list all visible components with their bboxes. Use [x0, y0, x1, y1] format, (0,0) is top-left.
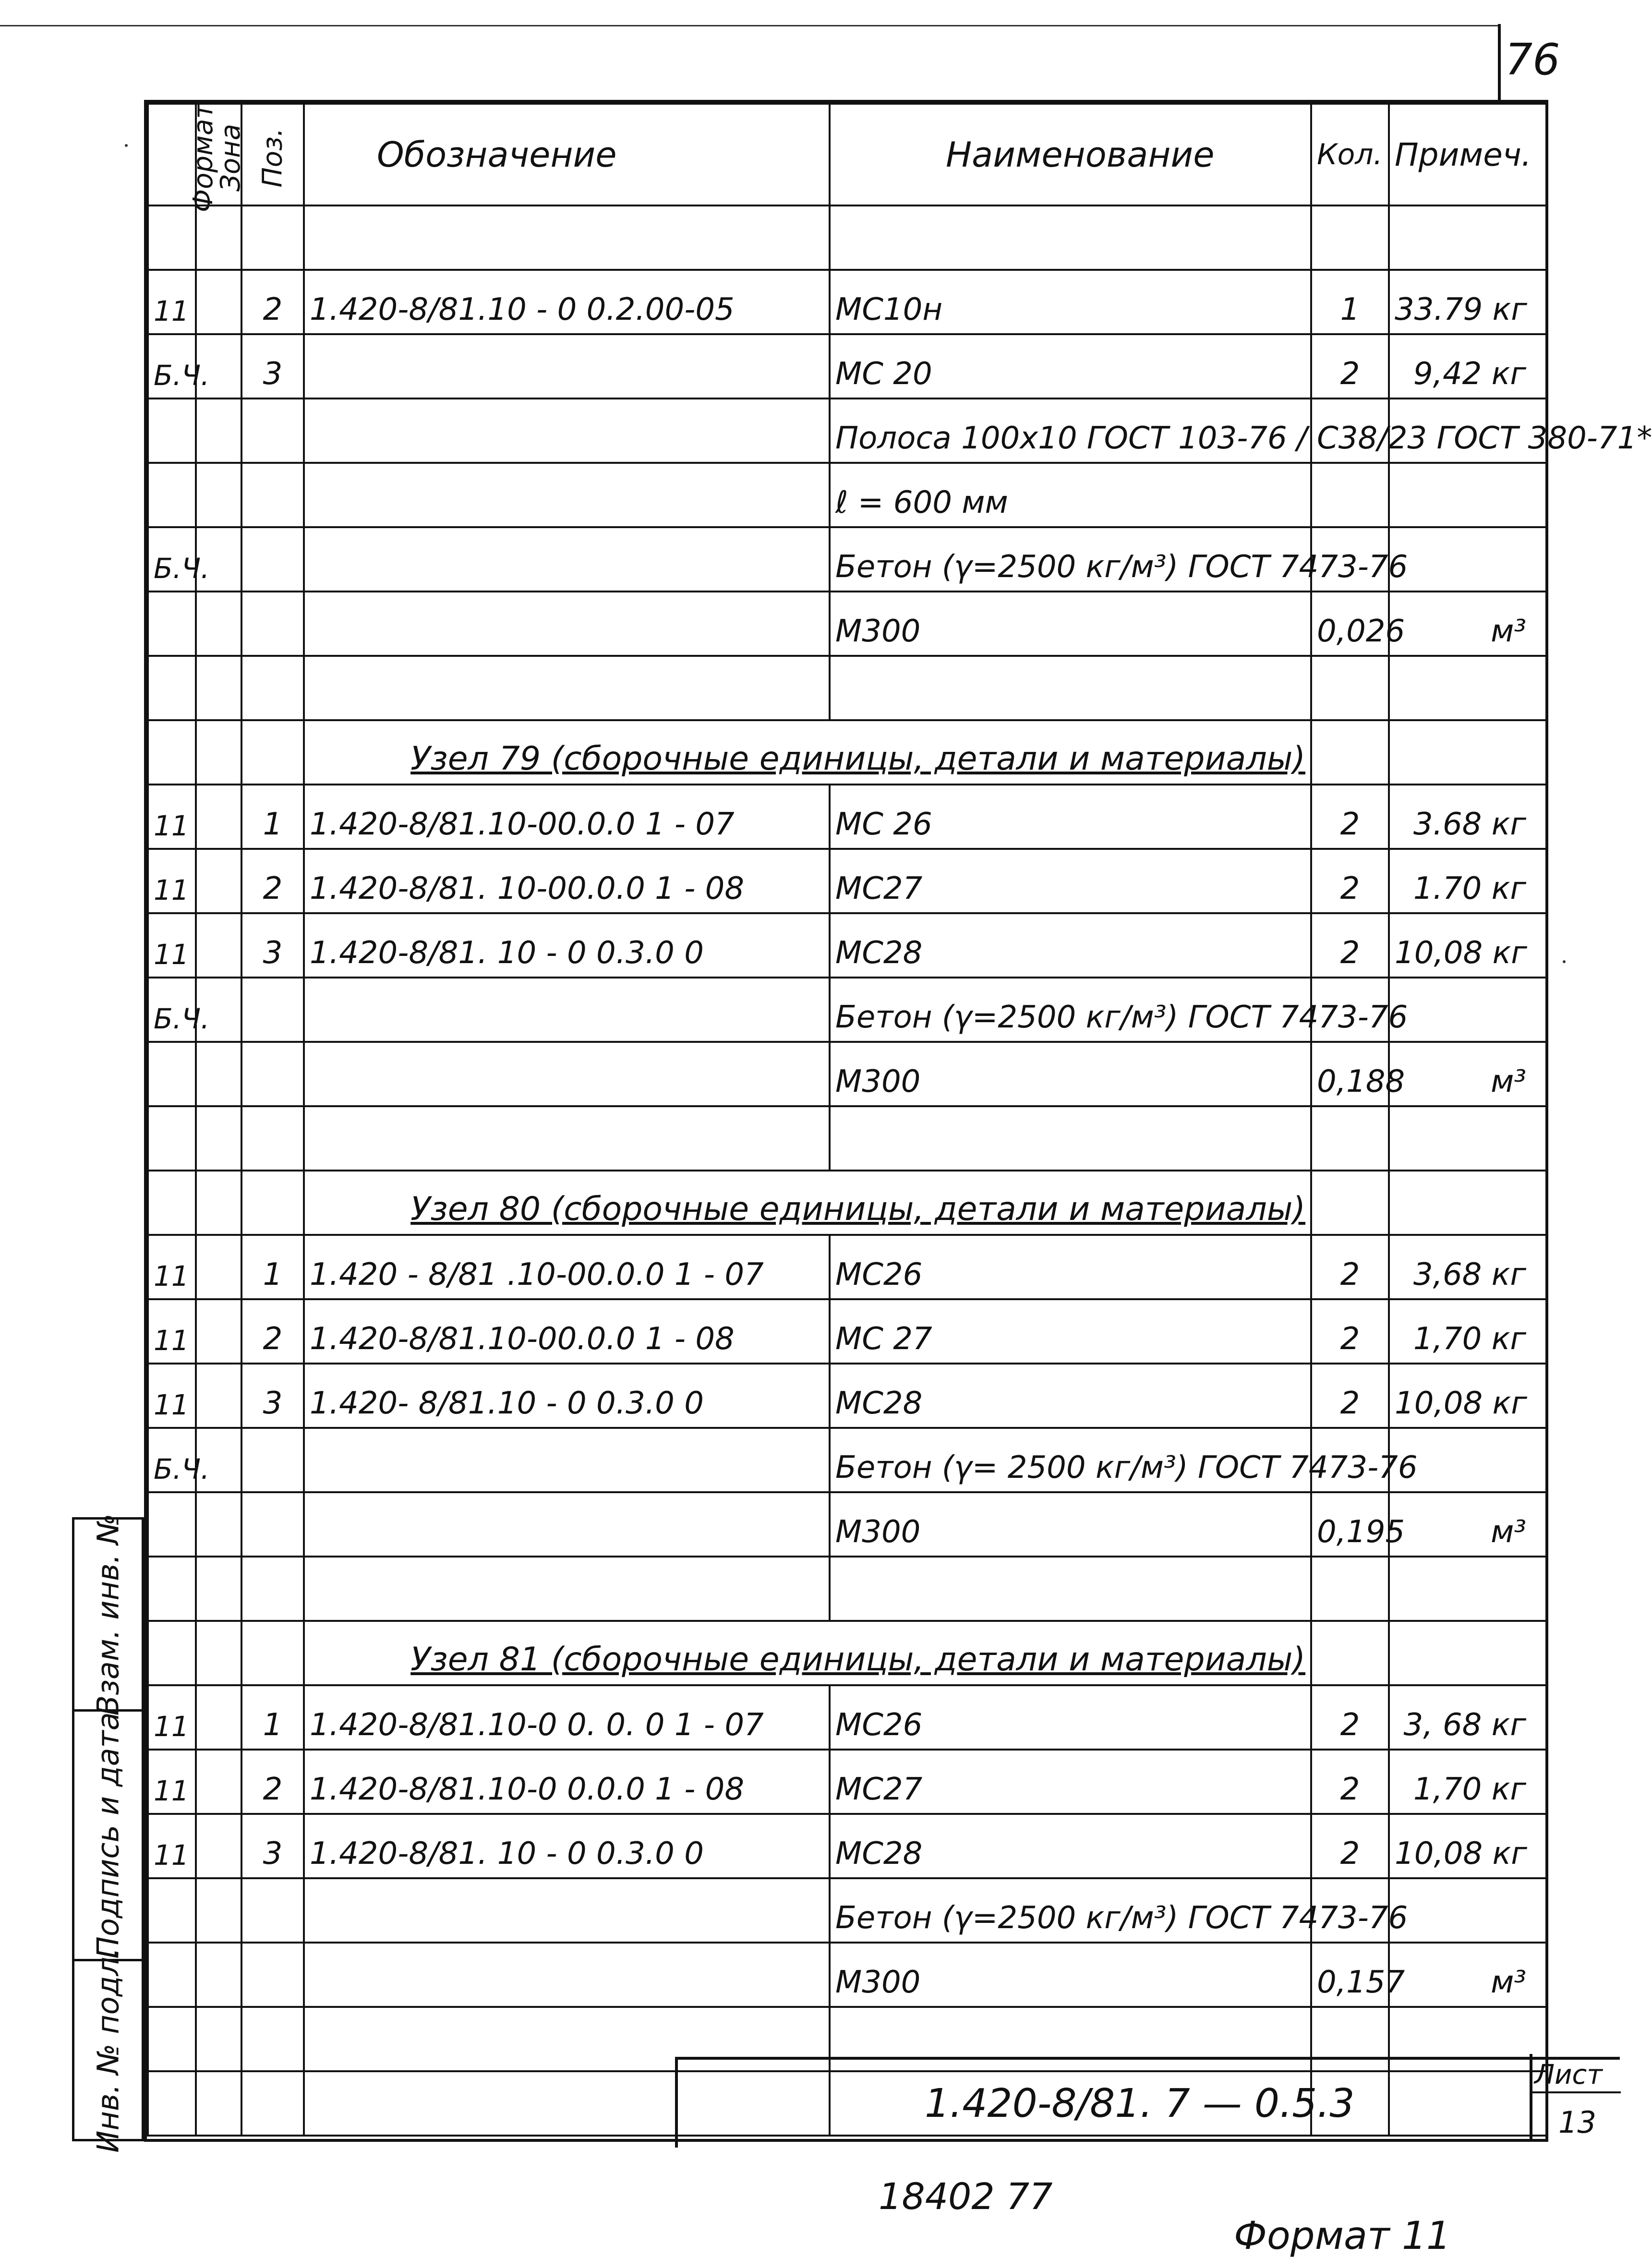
note-cell: 3.68 кг — [1389, 785, 1546, 849]
zone-cell — [196, 398, 241, 463]
group-header-row — [148, 720, 1546, 785]
position-cell — [241, 205, 304, 270]
designation-cell — [304, 1878, 830, 1943]
zone-cell — [196, 1042, 241, 1106]
note-cell — [1389, 1557, 1546, 1621]
scan-speck — [125, 144, 128, 147]
header-quantity: Кол. — [1311, 104, 1389, 205]
format-cell — [148, 1042, 196, 1106]
quantity-cell: 2 — [1311, 1685, 1389, 1750]
format-cell — [148, 1492, 196, 1557]
quantity-cell: 2 — [1311, 785, 1389, 849]
designation-cell: 1.420-8/81. 10 - 0 0.3.0 0 — [304, 913, 830, 978]
designation-cell — [304, 1106, 830, 1171]
zone-cell — [196, 1171, 241, 1235]
note-cell: 1,70 кг — [1389, 1299, 1546, 1364]
zone-cell — [196, 1814, 241, 1878]
format-cell: 11 — [148, 1685, 196, 1750]
position-cell: 3 — [241, 1364, 304, 1428]
format-cell — [148, 398, 196, 463]
name-cell — [830, 656, 1311, 720]
quantity-cell — [1311, 720, 1389, 785]
quantity-cell — [1311, 1106, 1389, 1171]
name-cell: МС28 — [830, 1364, 1311, 1428]
zone-cell — [196, 1685, 241, 1750]
position-cell — [241, 2071, 304, 2136]
zone-cell — [196, 849, 241, 913]
position-cell — [241, 1171, 304, 1235]
designation-cell: 1.420-8/81.10-00.0.0 1 - 08 — [304, 1299, 830, 1364]
format-cell: 11 — [148, 1235, 196, 1299]
note-cell — [1389, 1106, 1546, 1171]
format-cell: 11 — [148, 785, 196, 849]
note-cell: 10,08 кг — [1389, 913, 1546, 978]
note-cell: м³ — [1389, 592, 1546, 656]
header-name: Наименование — [830, 104, 1311, 205]
position-cell — [241, 463, 304, 527]
name-cell: Полоса 100x10 ГОСТ 103-76 / С38/23 ГОСТ 380-71* — [830, 398, 1311, 463]
format-cell — [148, 1106, 196, 1171]
scan-speck — [1563, 960, 1566, 963]
sheet-label: Лист — [1534, 2059, 1603, 2090]
name-cell: МС 20 — [830, 334, 1311, 398]
quantity-cell: 2 — [1311, 334, 1389, 398]
document-code: 1.420-8/81. 7 — 0.5.3 — [925, 2081, 1355, 2126]
designation-cell — [304, 656, 830, 720]
designation-cell — [304, 334, 830, 398]
position-cell — [241, 592, 304, 656]
position-cell — [241, 720, 304, 785]
designation-cell — [304, 1428, 830, 1492]
original-inv-label: Инв. № подл. — [90, 1947, 126, 2153]
note-cell: 33.79 кг — [1389, 270, 1546, 334]
position-cell: 2 — [241, 270, 304, 334]
side-cell-original-inv — [74, 1947, 142, 2153]
format-cell: 11 — [148, 913, 196, 978]
zone-cell — [196, 592, 241, 656]
table-row — [148, 1428, 1546, 1492]
note-cell — [1389, 1621, 1546, 1685]
position-cell — [241, 1621, 304, 1685]
format-cell — [148, 592, 196, 656]
position-cell: 2 — [241, 1750, 304, 1814]
note-cell — [1389, 720, 1546, 785]
format-cell: 11 — [148, 1814, 196, 1878]
name-cell: ℓ = 600 мм — [830, 463, 1311, 527]
name-cell: МС27 — [830, 849, 1311, 913]
signature-date-label: Подпись и дата — [90, 1712, 126, 1959]
page-number-divider — [1498, 24, 1501, 100]
footer-archive-number: 18402 77 — [879, 2175, 1053, 2218]
replaced-inv-label: Взам. инв. № — [90, 1513, 126, 1715]
zone-cell — [196, 205, 241, 270]
name-cell: МС 26 — [830, 785, 1311, 849]
zone-cell — [196, 720, 241, 785]
note-cell: 3, 68 кг — [1389, 1685, 1546, 1750]
name-cell: МС28 — [830, 913, 1311, 978]
name-cell: М300 — [830, 592, 1311, 656]
quantity-cell: 0,157 — [1311, 1943, 1389, 2007]
position-cell — [241, 398, 304, 463]
header-format: Формат — [148, 104, 196, 205]
format-cell: 11 — [148, 270, 196, 334]
zone-cell — [196, 463, 241, 527]
position-cell — [241, 1557, 304, 1621]
zone-cell — [196, 1878, 241, 1943]
note-cell — [1389, 1171, 1546, 1235]
designation-cell: 1.420-8/81.10-0 0. 0. 0 1 - 07 — [304, 1685, 830, 1750]
specification-sheet — [144, 100, 1652, 2142]
note-cell: м³ — [1389, 1492, 1546, 1557]
zone-cell — [196, 1557, 241, 1621]
zone-cell — [196, 1621, 241, 1685]
zone-cell — [196, 1235, 241, 1299]
header-zone: Зона — [196, 104, 241, 205]
side-cell-signature — [74, 1712, 142, 1961]
table-row — [148, 1750, 1546, 1814]
quantity-cell: 1 — [1311, 270, 1389, 334]
zone-cell — [196, 1299, 241, 1364]
sheet-box-divider — [1530, 2091, 1621, 2093]
quantity-cell: 0,188 — [1311, 1042, 1389, 1106]
position-cell: 3 — [241, 334, 304, 398]
zone-cell — [196, 2007, 241, 2071]
position-cell — [241, 1428, 304, 1492]
table-row — [148, 1299, 1546, 1364]
quantity-cell: 2 — [1311, 1814, 1389, 1878]
table-row — [148, 656, 1546, 720]
table-row — [148, 1106, 1546, 1171]
position-cell: 1 — [241, 785, 304, 849]
note-cell: 10,08 кг — [1389, 1364, 1546, 1428]
zone-cell — [196, 656, 241, 720]
designation-cell: 1.420-8/81.10-00.0.0 1 - 07 — [304, 785, 830, 849]
format-cell — [148, 1943, 196, 2007]
page-number: 76 — [1505, 35, 1560, 85]
quantity-cell: 0,195 — [1311, 1492, 1389, 1557]
table-row — [148, 1878, 1546, 1943]
designation-cell: 1.420 - 8/81 .10-00.0.0 1 - 07 — [304, 1235, 830, 1299]
position-cell: 1 — [241, 1235, 304, 1299]
zone-cell — [196, 913, 241, 978]
note-cell — [1389, 1878, 1546, 1943]
note-cell: м³ — [1389, 1042, 1546, 1106]
position-cell — [241, 978, 304, 1042]
zone-cell — [196, 1364, 241, 1428]
table-row — [148, 592, 1546, 656]
format-cell: 11 — [148, 1299, 196, 1364]
name-cell: Бетон (γ= 2500 кг/м³) ГОСТ 7473-76 — [830, 1428, 1311, 1492]
designation-cell — [304, 1492, 830, 1557]
table-row — [148, 270, 1546, 334]
zone-cell — [196, 270, 241, 334]
name-cell: Бетон (γ=2500 кг/м³) ГОСТ 7473-76 — [830, 527, 1311, 592]
name-cell: М300 — [830, 1042, 1311, 1106]
table-row — [148, 849, 1546, 913]
note-cell — [1389, 463, 1546, 527]
quantity-cell — [1311, 463, 1389, 527]
quantity-cell: 2 — [1311, 1235, 1389, 1299]
designation-cell: 1.420-8/81. 10-00.0.0 1 - 08 — [304, 849, 830, 913]
position-cell — [241, 527, 304, 592]
note-cell: 9,42 кг — [1389, 334, 1546, 398]
quantity-cell: 2 — [1311, 1299, 1389, 1364]
name-cell: МС28 — [830, 1814, 1311, 1878]
position-cell: 3 — [241, 1814, 304, 1878]
header-row — [148, 104, 1546, 205]
header-note: Примеч. — [1389, 104, 1546, 205]
note-cell — [1389, 527, 1546, 592]
position-cell: 1 — [241, 1685, 304, 1750]
format-cell: Б.Ч. — [148, 527, 196, 592]
table-row — [148, 1814, 1546, 1878]
position-cell — [241, 1492, 304, 1557]
designation-cell — [304, 978, 830, 1042]
position-cell — [241, 656, 304, 720]
note-cell: м³ — [1389, 1943, 1546, 2007]
position-cell — [241, 1943, 304, 2007]
name-cell: М300 — [830, 1492, 1311, 1557]
table-row — [148, 785, 1546, 849]
designation-cell — [304, 1042, 830, 1106]
designation-cell — [304, 1943, 830, 2007]
note-cell — [1389, 978, 1546, 1042]
table-row — [148, 463, 1546, 527]
quantity-cell: 2 — [1311, 849, 1389, 913]
position-cell: 3 — [241, 913, 304, 978]
zone-cell — [196, 1492, 241, 1557]
format-cell — [148, 463, 196, 527]
footer-format: Формат 11 — [1234, 2213, 1451, 2258]
designation-cell — [304, 592, 830, 656]
name-cell — [830, 1557, 1311, 1621]
quantity-cell: 0,026 — [1311, 592, 1389, 656]
sheet-number: 13 — [1558, 2105, 1596, 2140]
quantity-cell — [1311, 1171, 1389, 1235]
designation-cell: 1.420-8/81. 10 - 0 0.3.0 0 — [304, 1814, 830, 1878]
note-cell: 3,68 кг — [1389, 1235, 1546, 1299]
group-title: Узел 81 (сборочные единицы, детали и материалы) — [304, 1621, 1311, 1685]
position-cell: 2 — [241, 849, 304, 913]
format-cell — [148, 720, 196, 785]
quantity-cell — [1311, 205, 1389, 270]
format-cell: 11 — [148, 1750, 196, 1814]
designation-cell: 1.420- 8/81.10 - 0 0.3.0 0 — [304, 1364, 830, 1428]
name-cell: МС10н — [830, 270, 1311, 334]
position-cell — [241, 1878, 304, 1943]
quantity-cell — [1311, 1621, 1389, 1685]
table-row — [148, 1685, 1546, 1750]
format-cell: Б.Ч. — [148, 1428, 196, 1492]
zone-cell — [196, 2071, 241, 2136]
group-title: Узел 80 (сборочные единицы, детали и материалы) — [304, 1171, 1311, 1235]
format-cell — [148, 1621, 196, 1685]
designation-cell — [304, 1557, 830, 1621]
group-title: Узел 79 (сборочные единицы, детали и материалы) — [304, 720, 1311, 785]
table-row — [148, 1492, 1546, 1557]
note-cell: 1,70 кг — [1389, 1750, 1546, 1814]
side-stamp — [72, 1513, 144, 2153]
position-cell — [241, 1042, 304, 1106]
zone-cell — [196, 785, 241, 849]
designation-cell — [304, 205, 830, 270]
table-row — [148, 1943, 1546, 2007]
table-row — [148, 398, 1546, 463]
zone-cell — [196, 1750, 241, 1814]
table-row — [148, 1557, 1546, 1621]
designation-cell: 1.420-8/81.10-0 0.0.0 1 - 08 — [304, 1750, 830, 1814]
title-block — [675, 2057, 1603, 2241]
note-cell — [1389, 656, 1546, 720]
name-cell: М300 — [830, 1943, 1311, 2007]
table-row — [148, 1235, 1546, 1299]
side-cell-replaced-inv — [74, 1513, 142, 1715]
format-cell — [148, 2007, 196, 2071]
table-row — [148, 527, 1546, 592]
format-cell — [148, 1557, 196, 1621]
name-cell: МС 27 — [830, 1299, 1311, 1364]
name-cell: МС27 — [830, 1750, 1311, 1814]
header-designation: Обозначение — [304, 104, 830, 205]
name-cell: МС26 — [830, 1685, 1311, 1750]
name-cell — [830, 1106, 1311, 1171]
top-rule — [0, 25, 1498, 26]
name-cell: Бетон (γ=2500 кг/м³) ГОСТ 7473-76 — [830, 978, 1311, 1042]
designation-cell — [304, 527, 830, 592]
zone-cell — [196, 1943, 241, 2007]
name-cell — [830, 205, 1311, 270]
format-cell — [148, 205, 196, 270]
note-cell: 10,08 кг — [1389, 1814, 1546, 1878]
format-cell — [148, 1171, 196, 1235]
quantity-cell: 2 — [1311, 1364, 1389, 1428]
zone-cell — [196, 1106, 241, 1171]
table-row — [148, 205, 1546, 270]
format-cell — [148, 656, 196, 720]
format-cell — [148, 2071, 196, 2136]
quantity-cell — [1311, 656, 1389, 720]
format-cell: 11 — [148, 1364, 196, 1428]
quantity-cell — [1311, 1557, 1389, 1621]
position-cell: 2 — [241, 1299, 304, 1364]
position-cell — [241, 2007, 304, 2071]
table-row — [148, 913, 1546, 978]
quantity-cell: 2 — [1311, 1750, 1389, 1814]
group-header-row — [148, 1621, 1546, 1685]
table-row — [148, 978, 1546, 1042]
format-cell — [148, 1878, 196, 1943]
format-cell: Б.Ч. — [148, 978, 196, 1042]
note-cell: 1.70 кг — [1389, 849, 1546, 913]
table-row — [148, 1042, 1546, 1106]
position-cell — [241, 1106, 304, 1171]
table-row — [148, 1364, 1546, 1428]
header-position: Поз. — [241, 104, 304, 205]
designation-cell: 1.420-8/81.10 - 0 0.2.00-05 — [304, 270, 830, 334]
group-header-row — [148, 1171, 1546, 1235]
note-cell — [1389, 205, 1546, 270]
designation-cell — [304, 463, 830, 527]
designation-cell — [304, 398, 830, 463]
quantity-cell: 2 — [1311, 913, 1389, 978]
format-cell: 11 — [148, 849, 196, 913]
table-row — [148, 334, 1546, 398]
name-cell: МС26 — [830, 1235, 1311, 1299]
name-cell: Бетон (γ=2500 кг/м³) ГОСТ 7473-76 — [830, 1878, 1311, 1943]
format-cell: Б.Ч. — [148, 334, 196, 398]
